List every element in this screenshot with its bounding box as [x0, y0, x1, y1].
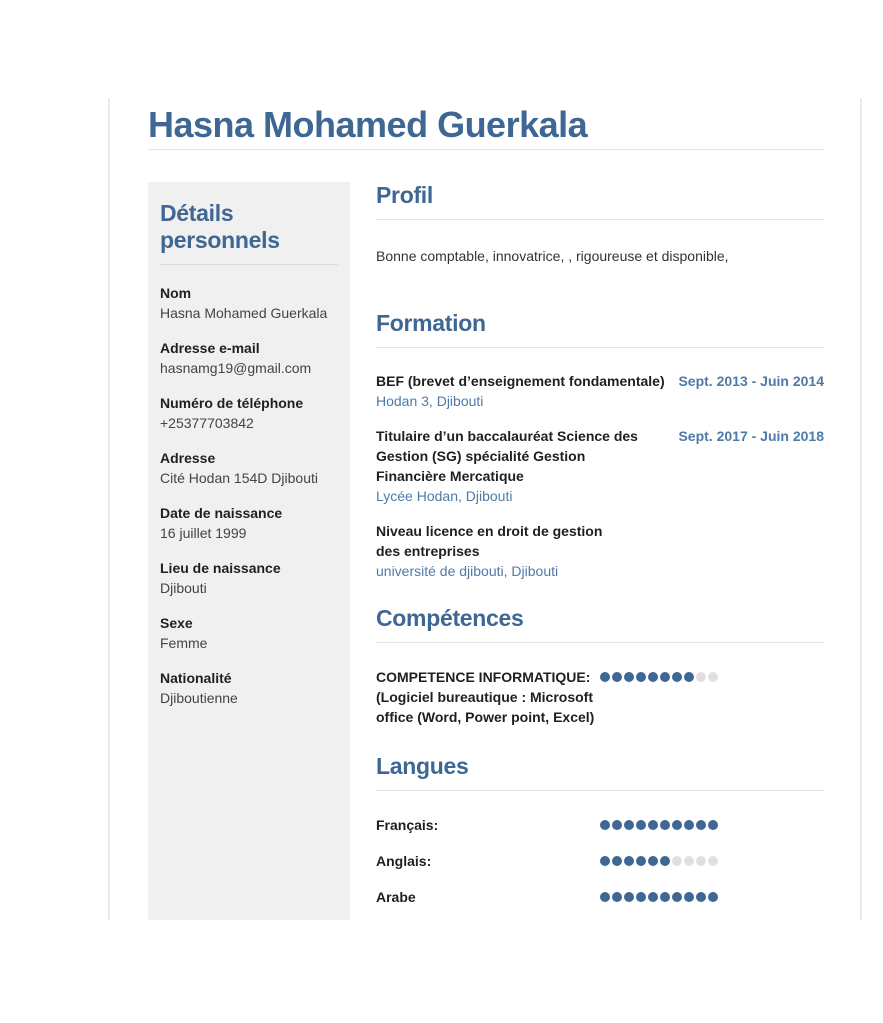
rating-dot-filled — [684, 672, 694, 682]
detail-label: Nationalité — [160, 670, 232, 686]
language-rating — [600, 892, 718, 902]
rating-dot-filled — [660, 856, 670, 866]
rating-dot-empty — [708, 856, 718, 866]
detail-value: Djiboutienne — [160, 690, 238, 706]
formation-section — [376, 310, 824, 581]
language-name: Anglais: — [376, 853, 432, 869]
detail-nom — [160, 283, 338, 323]
section-title-formation: Formation — [376, 310, 486, 336]
details-list — [160, 283, 338, 708]
section-divider — [376, 219, 824, 220]
formation-title: Niveau licence en droit de gestion des entreprises — [376, 523, 603, 559]
rating-dot-empty — [696, 856, 706, 866]
formation-date: Sept. 2013 - Juin 2014 — [678, 373, 824, 389]
rating-dot-empty — [684, 856, 694, 866]
rating-dot-filled — [648, 892, 658, 902]
detail-birthdate — [160, 503, 338, 543]
formation-place: Lycée Hodan, Djibouti — [376, 488, 513, 504]
rating-dot-empty — [672, 856, 682, 866]
rating-dot-filled — [660, 820, 670, 830]
rating-dot-filled — [612, 820, 622, 830]
rating-dot-filled — [636, 892, 646, 902]
rating-dot-filled — [624, 856, 634, 866]
detail-value: 16 juillet 1999 — [160, 525, 247, 541]
rating-dot-filled — [684, 892, 694, 902]
rating-dot-filled — [636, 820, 646, 830]
language-row — [376, 851, 824, 871]
detail-value: Cité Hodan 154D Djibouti — [160, 470, 318, 486]
section-divider — [376, 790, 824, 791]
detail-label: Sexe — [160, 615, 193, 631]
rating-dot-filled — [648, 672, 658, 682]
rating-dot-filled — [672, 672, 682, 682]
detail-value: hasnamg19@gmail.com — [160, 360, 312, 376]
detail-label: Lieu de naissance — [160, 560, 281, 576]
rating-dot-filled — [624, 672, 634, 682]
detail-value: +25377703842 — [160, 415, 254, 431]
formation-title: Titulaire d’un baccalauréat Science des Gestion (SG) spécialité Gestion Financière Mercatique — [376, 428, 638, 484]
rating-dot-filled — [684, 820, 694, 830]
language-row — [376, 887, 824, 907]
rating-dot-empty — [696, 672, 706, 682]
rating-dot-filled — [672, 820, 682, 830]
rating-dot-filled — [612, 892, 622, 902]
section-divider — [376, 347, 824, 348]
rating-dot-filled — [600, 820, 610, 830]
competences-section — [376, 605, 824, 727]
formation-date: Sept. 2017 - Juin 2018 — [678, 428, 824, 444]
formation-item — [376, 371, 824, 411]
formation-title: BEF (brevet d’enseignement fondamentale) — [376, 373, 665, 389]
rating-dot-filled — [612, 856, 622, 866]
rating-dot-filled — [600, 856, 610, 866]
detail-label: Adresse — [160, 450, 216, 466]
detail-email — [160, 338, 338, 378]
profil-text: Bonne comptable, innovatrice, , rigoureuse et disponible, — [376, 248, 729, 264]
rating-dot-filled — [624, 892, 634, 902]
skill-name: COMPETENCE INFORMATIQUE:(Logiciel bureautique : Microsoft office (Word, Power point, Excel) — [376, 669, 595, 725]
rating-dot-filled — [636, 672, 646, 682]
sidebar-title: Détails personnels — [160, 200, 280, 253]
section-title-langues: Langues — [376, 753, 469, 779]
formation-item — [376, 521, 824, 581]
detail-address — [160, 448, 338, 488]
language-rating — [600, 820, 718, 830]
rating-dot-filled — [648, 820, 658, 830]
detail-label: Numéro de téléphone — [160, 395, 304, 411]
rating-dot-filled — [612, 672, 622, 682]
formation-item — [376, 426, 824, 506]
rating-dot-filled — [600, 672, 610, 682]
sidebar-divider — [160, 264, 338, 265]
rating-dot-filled — [660, 892, 670, 902]
profil-section — [376, 182, 824, 266]
detail-phone — [160, 393, 338, 433]
language-row — [376, 815, 824, 835]
rating-dot-filled — [696, 820, 706, 830]
rating-dot-filled — [648, 856, 658, 866]
formation-place: université de djibouti, Djibouti — [376, 563, 559, 579]
skill-row — [376, 667, 824, 727]
detail-label: Date de naissance — [160, 505, 283, 521]
detail-label: Adresse e-mail — [160, 340, 260, 356]
detail-sex — [160, 613, 338, 653]
rating-dot-filled — [696, 892, 706, 902]
rating-dot-empty — [708, 672, 718, 682]
detail-value: Hasna Mohamed Guerkala — [160, 305, 328, 321]
langues-section — [376, 753, 824, 907]
language-rating — [600, 856, 718, 866]
section-divider — [376, 642, 824, 643]
rating-dot-filled — [660, 672, 670, 682]
language-name: Français: — [376, 817, 439, 833]
main-content — [376, 182, 824, 907]
language-name: Arabe — [376, 889, 416, 905]
rating-dot-filled — [672, 892, 682, 902]
rating-dot-filled — [708, 820, 718, 830]
section-title-profil: Profil — [376, 182, 433, 208]
name-divider — [148, 149, 824, 150]
rating-dot-filled — [624, 820, 634, 830]
formation-place: Hodan 3, Djibouti — [376, 393, 484, 409]
resume-name: Hasna Mohamed Guerkala — [148, 104, 588, 145]
rating-dot-filled — [708, 892, 718, 902]
detail-label: Nom — [160, 285, 192, 301]
section-title-competences: Compétences — [376, 605, 524, 631]
rating-dot-filled — [600, 892, 610, 902]
skill-rating — [600, 672, 718, 682]
detail-birthplace — [160, 558, 338, 598]
detail-nationality — [160, 668, 338, 708]
personal-details-sidebar — [148, 182, 350, 920]
rating-dot-filled — [636, 856, 646, 866]
detail-value: Femme — [160, 635, 208, 651]
detail-value: Djibouti — [160, 580, 207, 596]
